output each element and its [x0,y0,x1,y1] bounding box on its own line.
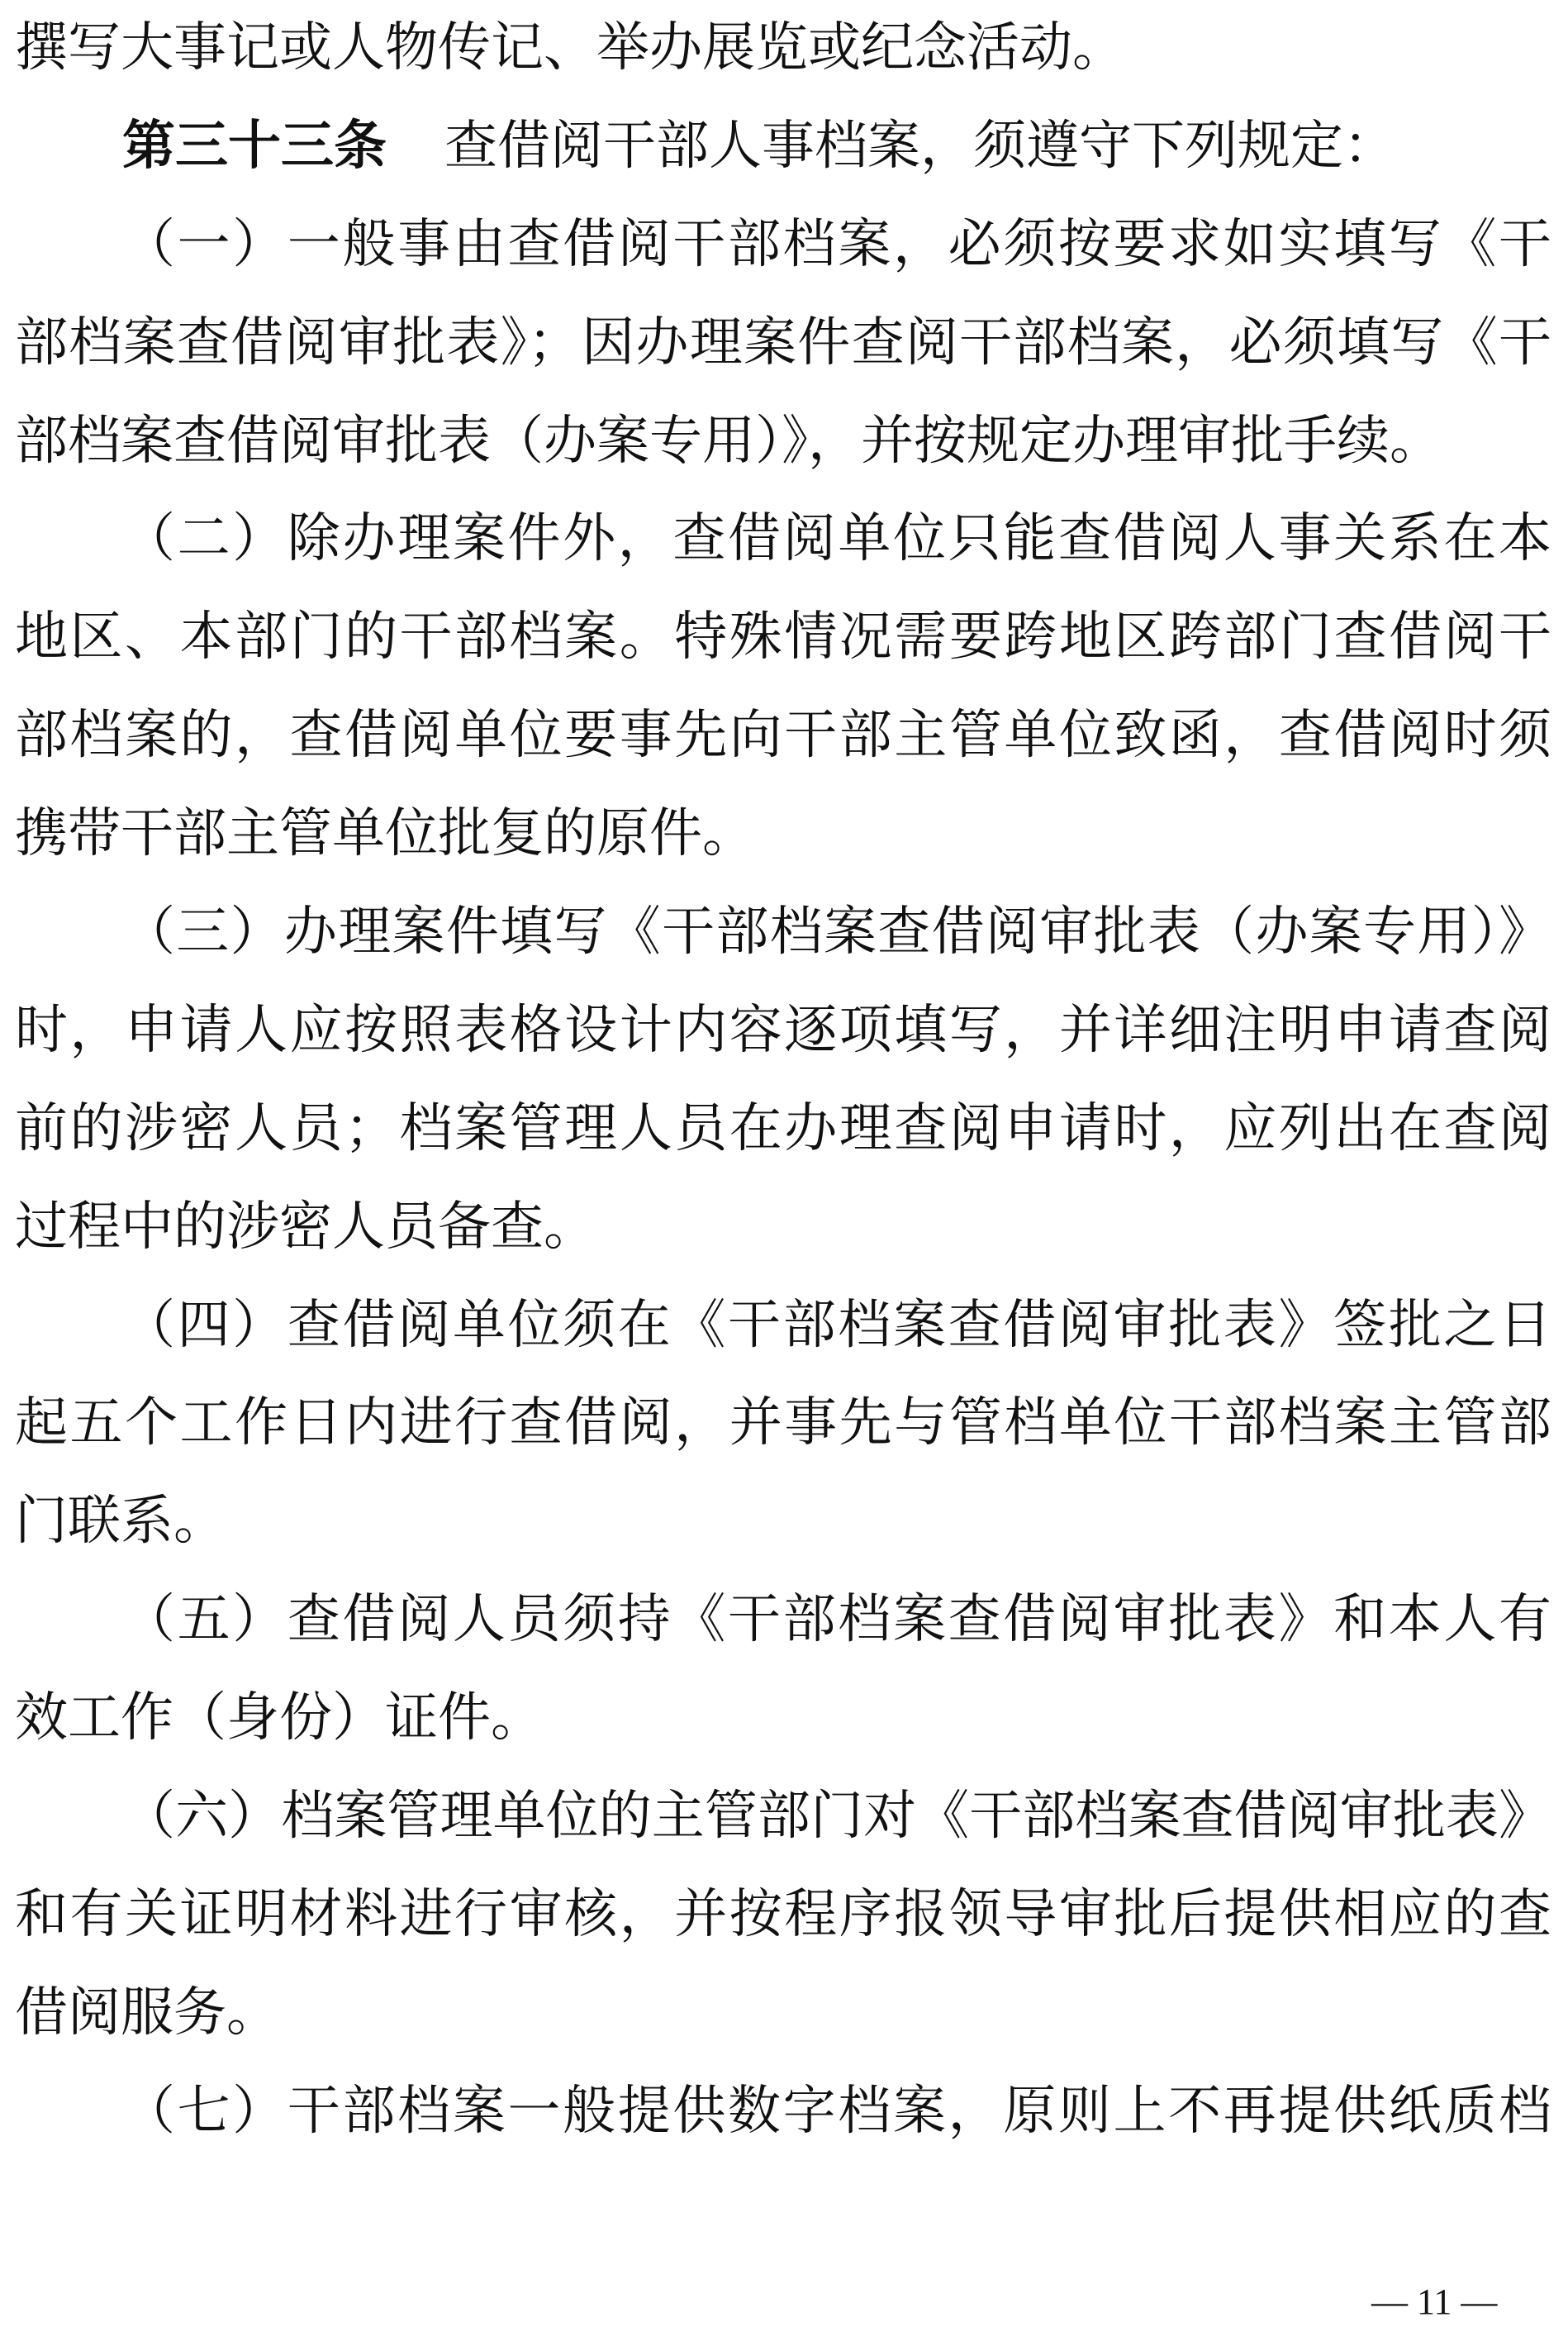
text-line-17: 门联系。 [15,1491,226,1552]
page-number: — 11 — [1371,2282,1498,2322]
text-line-21: 和有关证明材料进行审核，并按程序报领导审批后提供相应的查 [15,1884,1551,1945]
text-line-1: 撰写大事记或人物传记、举办展览或纪念活动。 [15,17,1125,79]
text-line-19: 效工作（身份）证件。 [15,1687,544,1749]
text-line-18: （五）查借阅人员须持《干部档案查借阅审批表》和本人有 [122,1589,1551,1650]
text-line-12: 时，申请人应按照表格设计内容逐项填写，并详细注明申请查阅 [15,1000,1551,1061]
text-line-9: 部档案的，查借阅单位要事先向干部主管单位致函，查借阅时须 [15,705,1551,766]
text-line-8: 地区、本部门的干部档案。特殊情况需要跨地区跨部门查借阅干 [15,607,1551,668]
text-line-22: 借阅服务。 [15,1982,279,2044]
article-heading: 第三十三条 [122,115,387,177]
text-line-4: （一）一般事由查借阅干部档案，必须按要求如实填写《干 [122,214,1551,275]
text-line-11: （三）办理案件填写《干部档案查借阅审批表（办案专用）》 [122,902,1551,963]
text-line-10: 携带干部主管单位批复的原件。 [15,803,755,864]
text-line-13: 前的涉密人员；档案管理人员在办理查阅申请时，应列出在查阅 [15,1098,1551,1159]
article-intro: 查借阅干部人事档案，须遵守下列规定： [444,116,1396,177]
text-line-16: 起五个工作日内进行查借阅，并事先与管档单位干部档案主管部 [15,1392,1551,1454]
text-line-14: 过程中的涉密人员备查。 [15,1197,596,1258]
text-line-5: 部档案查借阅审批表》；因办理案件查阅干部档案，必须填写《干 [15,312,1551,374]
text-line-23: （七）干部档案一般提供数字档案，原则上不再提供纸质档 [122,2081,1551,2142]
text-line-7: （二）除办理案件外，查借阅单位只能查借阅人事关系在本 [122,508,1551,569]
text-line-15: （四）查借阅单位须在《干部档案查借阅审批表》签批之日 [122,1295,1551,1356]
text-line-20: （六）档案管理单位的主管部门对《干部档案查借阅审批表》 [122,1786,1551,1847]
text-line-6: 部档案查借阅审批表（办案专用）》，并按规定办理审批手续。 [15,411,1442,472]
